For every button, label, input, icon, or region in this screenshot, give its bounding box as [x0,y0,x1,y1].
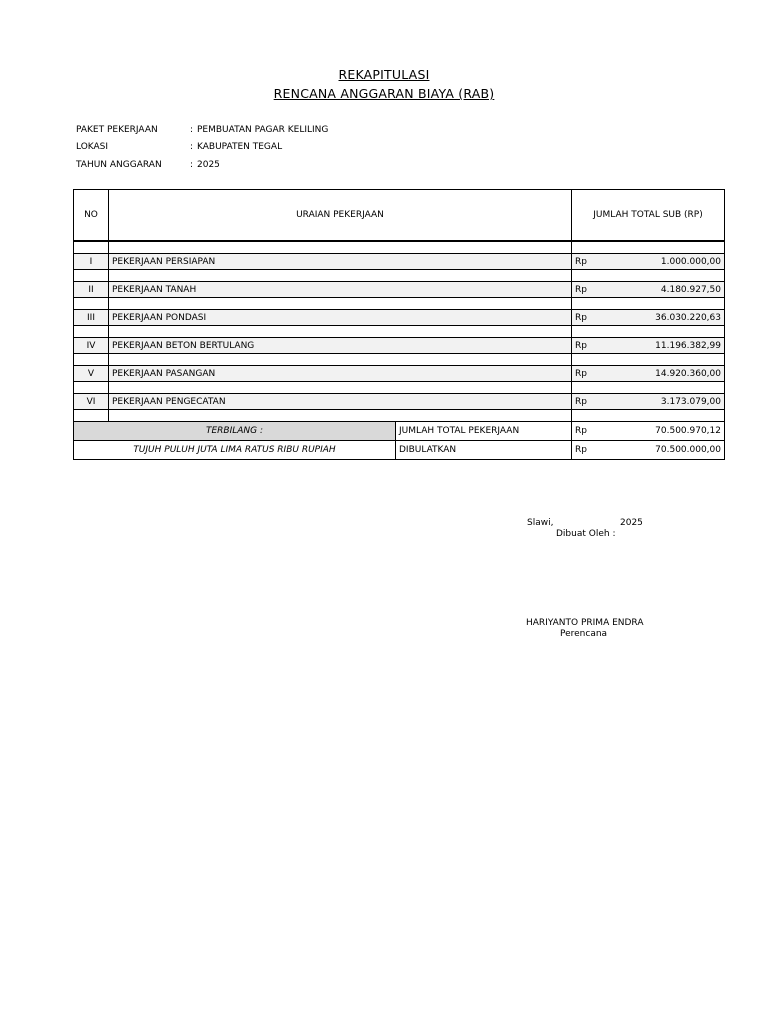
spacer-row [74,270,725,282]
rab-summary-table [73,189,725,460]
total-currency: Rp [572,422,604,441]
spacer-row [74,298,725,310]
row-amount: 4.180.927,50 [604,282,725,298]
meta-row-tahun [76,156,328,174]
spacer-row [74,241,725,254]
row-desc: PEKERJAAN PONDASI [109,310,572,326]
meta-colon: : [190,159,194,170]
spacer-row [74,326,725,338]
meta-colon: : [190,124,194,135]
terbilang-label: TERBILANG : [74,422,396,441]
project-info [76,121,328,174]
row-currency: Rp [572,394,604,410]
row-desc: PEKERJAAN TANAH [109,282,572,298]
row-no: II [74,282,109,298]
row-no: I [74,254,109,270]
spacer-cell [74,354,109,366]
spacer-cell [109,270,572,282]
row-amount: 36.030.220,63 [604,310,725,326]
rounded-amount: 70.500.000,00 [604,441,725,460]
spacer-cell [74,241,109,254]
total-label: JUMLAH TOTAL PEKERJAAN [396,422,572,441]
table-row [74,310,725,326]
table-row [74,366,725,382]
table-header-row [74,190,725,242]
spacer-cell [109,241,572,254]
row-currency: Rp [572,366,604,382]
spacer-cell [74,410,109,422]
row-amount: 1.000.000,00 [604,254,725,270]
row-desc: PEKERJAAN PERSIAPAN [109,254,572,270]
spacer-cell [74,270,109,282]
table-row [74,394,725,410]
meta-label: LOKASI [76,142,109,153]
row-currency: Rp [572,338,604,354]
row-currency: Rp [572,254,604,270]
rounded-label: DIBULATKAN [396,441,572,460]
meta-value: KABUPATEN TEGAL [197,142,283,153]
header-uraian: URAIAN PEKERJAAN [109,190,572,242]
spacer-cell [572,382,725,394]
row-amount: 11.196.382,99 [604,338,725,354]
header-no: NO [74,190,109,242]
document-title: REKAPITULASI [338,67,430,82]
meta-value: 2025 [197,159,220,170]
terbilang-words: TUJUH PULUH JUTA LIMA RATUS RIBU RUPIAH [74,441,396,460]
spacer-cell [572,241,725,254]
spacer-cell [109,354,572,366]
spacer-cell [572,354,725,366]
signature-year: 2025 [620,518,643,528]
spacer-cell [572,326,725,338]
header-jumlah: JUMLAH TOTAL SUB (RP) [572,190,725,242]
row-amount: 14.920.360,00 [604,366,725,382]
meta-label: TAHUN ANGGARAN [76,159,162,170]
document-subtitle: RENCANA ANGGARAN BIAYA (RAB) [273,86,495,101]
row-desc: PEKERJAAN PASANGAN [109,366,572,382]
spacer-row [74,382,725,394]
spacer-row [74,410,725,422]
signature-role: Perencana [560,629,608,639]
row-desc: PEKERJAAN PENGECATAN [109,394,572,410]
row-no: V [74,366,109,382]
spacer-cell [109,410,572,422]
spacer-cell [572,410,725,422]
row-currency: Rp [572,310,604,326]
meta-colon: : [190,142,194,153]
signature-name: HARIYANTO PRIMA ENDRA [526,618,644,628]
table-row [74,338,725,354]
spacer-cell [572,270,725,282]
row-amount: 3.173.079,00 [604,394,725,410]
row-currency: Rp [572,282,604,298]
signature-place: Slawi, [527,518,554,528]
meta-label: PAKET PEKERJAAN [76,124,158,135]
meta-row-lokasi [76,139,328,157]
spacer-cell [109,382,572,394]
rounded-row [74,441,725,460]
spacer-cell [109,326,572,338]
row-no: III [74,310,109,326]
spacer-row [74,354,725,366]
spacer-cell [572,298,725,310]
table-row [74,282,725,298]
meta-value: PEMBUATAN PAGAR KELILING [197,124,329,135]
spacer-cell [74,326,109,338]
total-row [74,422,725,441]
spacer-cell [74,298,109,310]
spacer-cell [74,382,109,394]
total-amount: 70.500.970,12 [604,422,725,441]
rounded-currency: Rp [572,441,604,460]
row-desc: PEKERJAAN BETON BERTULANG [109,338,572,354]
meta-row-paket [76,121,328,139]
table-row [74,254,725,270]
row-no: IV [74,338,109,354]
signature-made-by: Dibuat Oleh : [556,529,616,539]
spacer-cell [109,298,572,310]
row-no: VI [74,394,109,410]
